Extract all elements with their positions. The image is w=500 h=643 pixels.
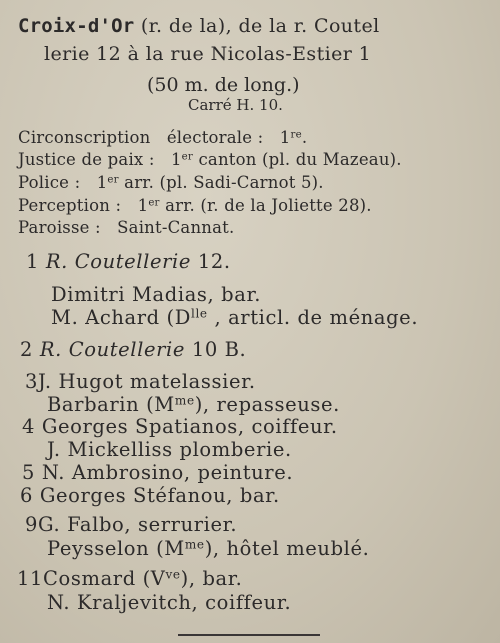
info-police: [18, 175, 324, 192]
info-sup: er: [107, 174, 119, 186]
entry-text: Cosmard (V: [43, 567, 166, 590]
street-heading-continued: lerie 12 à la rue Nicolas-Estier 1: [44, 43, 372, 65]
entry-number: 4: [22, 415, 36, 438]
info-tail: arr. (r. de la Joliette 28).: [159, 196, 372, 215]
entry-tail: ), repasseuse.: [194, 393, 340, 416]
section-divider: [178, 634, 320, 636]
entry-number: 2: [20, 338, 34, 361]
info-circonscription: [18, 130, 307, 147]
entry-street: R. Coutellerie: [45, 250, 192, 273]
entry-text: Georges Spatianos, coiffeur.: [41, 415, 338, 438]
entry-occupant: J. Mickelliss plomberie.: [47, 438, 292, 461]
info-label: Paroisse :: [18, 218, 101, 237]
info-value: 1: [96, 173, 108, 192]
entry-number: 5: [22, 461, 36, 484]
entry-number-heading: [26, 252, 231, 272]
info-paroisse: [18, 220, 234, 237]
entry-occupant: N. Kraljevitch, coiffeur.: [47, 591, 292, 614]
info-sep: électorale :: [166, 128, 264, 147]
entry-sup: me: [174, 393, 195, 408]
entry-number: 6: [20, 484, 34, 507]
info-tail: .: [301, 128, 308, 147]
entry-street-number: 12.: [191, 250, 231, 273]
entry-occupant: [47, 395, 340, 415]
info-sup: er: [181, 151, 194, 163]
entry-street-number: 10 B.: [185, 338, 247, 361]
street-grid-square: Carré H. 10.: [188, 96, 283, 114]
entry-text: N. Ambrosino, peinture.: [41, 461, 294, 484]
info-value: 1: [279, 128, 291, 147]
entry-number-heading: [20, 340, 246, 360]
entry-occupant: [25, 372, 256, 392]
info-label: Justice de paix :: [18, 150, 155, 169]
info-value: 1: [137, 196, 149, 215]
entry-text: G. Falbo, serrurier.: [38, 513, 238, 536]
entry-tail: ), hôtel meublé.: [204, 537, 370, 560]
entry-tail: ), bar.: [180, 567, 243, 590]
entry-occupant: [51, 308, 418, 328]
entry-number: 11: [17, 567, 44, 590]
entry-text: J. Hugot matelassier.: [38, 370, 256, 393]
entry-occupant: [17, 569, 242, 589]
entry-occupant: Dimitri Madias, bar.: [51, 283, 262, 306]
entry-number: 3: [25, 370, 39, 393]
info-tail: canton (pl. du Mazeau).: [193, 150, 402, 169]
entry-text: Barbarin (M: [47, 393, 175, 416]
info-label: Police :: [18, 173, 81, 192]
info-perception: [18, 198, 372, 215]
entry-occupant: [22, 417, 338, 437]
entry-sup: ve: [165, 567, 181, 582]
info-label: Circonscription: [18, 128, 151, 147]
entry-occupant: [25, 515, 237, 535]
entry-number: 1: [26, 250, 40, 273]
info-value: Saint-Cannat.: [117, 218, 235, 237]
street-name: Croix-d'Or: [18, 15, 135, 37]
entry-tail: , articl. de ménage.: [207, 306, 419, 329]
entry-number: 9: [25, 513, 39, 536]
entry-sup: me: [184, 537, 205, 552]
street-length: (50 m. de long.): [147, 74, 300, 96]
entry-sup: lle: [191, 306, 208, 321]
entry-text: Peysselon (M: [47, 537, 185, 560]
entry-occupant: [47, 539, 369, 559]
entry-street: R. Coutellerie: [39, 338, 186, 361]
entry-occupant: [22, 463, 293, 483]
street-heading: [18, 17, 380, 36]
info-justice-de-paix: [18, 152, 402, 169]
info-tail: arr. (pl. Sadi-Carnot 5).: [118, 173, 324, 192]
info-value: 1: [170, 150, 182, 169]
street-description: (r. de la), de la r. Coutel: [134, 15, 380, 37]
info-sup: er: [148, 197, 160, 209]
info-label: Perception :: [18, 196, 122, 215]
info-sup: re: [290, 129, 302, 141]
entry-text: Georges Stéfanou, bar.: [39, 484, 280, 507]
entry-text: M. Achard (D: [51, 306, 191, 329]
entry-occupant: [20, 486, 280, 506]
